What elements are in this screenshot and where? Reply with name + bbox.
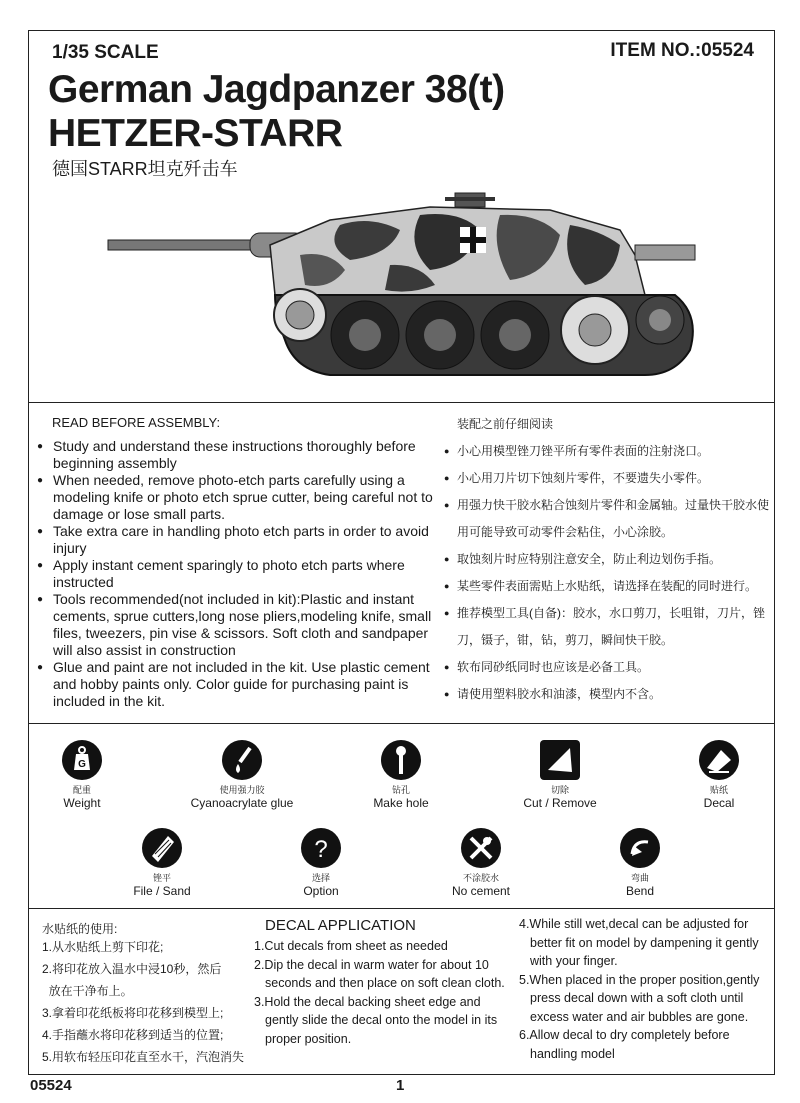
symbol-no-cement — [411, 828, 551, 898]
bend-icon — [620, 828, 660, 868]
symbol-weight — [12, 740, 152, 810]
footer-item-number: 05524 — [30, 1077, 72, 1094]
symbol-option — [251, 828, 391, 898]
list-item: 2.Dip the decal in warm water for about 10 seconds and then place on soft clean cloth. — [254, 957, 505, 990]
list-item: ● Glue and paint are not included in the kit. Use plastic cement and hobby paints only. Color guide for purchasing paint is included in the kit. — [36, 659, 436, 710]
option-mark: ? — [314, 836, 328, 863]
symbol-label: Bend — [625, 884, 655, 898]
tank-illustration — [100, 185, 710, 385]
question-icon — [301, 828, 341, 868]
symbol-label-cn: 切除 — [550, 785, 569, 795]
list-item: ● 某些零件表面需贴上水贴纸，请选择在装配的同时进行。 — [444, 573, 774, 600]
instructions-list-cn — [444, 438, 774, 708]
decal-title-cn: 水贴纸的使用: — [42, 922, 118, 936]
scale-label: 1/35 SCALE — [52, 42, 159, 63]
glue-drop-icon — [222, 740, 262, 780]
divider — [28, 908, 775, 909]
list-item: ● 请使用塑料胶水和油漆，模型内不含。 — [444, 681, 774, 708]
list-item: ● 小心用模型锉刀锉平所有零件表面的注射浇口。 — [444, 438, 774, 465]
list-item: 3.拿着印花纸板将印花移到模型上; — [42, 1006, 224, 1020]
instructions-list-en — [36, 438, 436, 710]
list-item: ● Apply instant cement sparingly to photo etch parts where instructed — [36, 557, 436, 591]
list-item: ● Take extra care in handling photo etch parts in order to avoid injury — [36, 523, 436, 557]
symbol-label-cn: 配重 — [72, 785, 91, 795]
item-number: ITEM NO.:05524 — [610, 40, 754, 61]
symbol-label-cn: 不涂胶水 — [462, 873, 499, 883]
symbol-bend — [570, 828, 710, 898]
decal-steps-en — [254, 937, 509, 1048]
symbol-label: Weight — [63, 796, 101, 810]
symbol-label: Cut / Remove — [523, 796, 597, 810]
weight-icon — [62, 740, 102, 780]
list-item: 4.手指蘸水将印花移到适当的位置; — [42, 1028, 224, 1042]
chinese-title: 德国STARR坦克歼击车 — [52, 159, 238, 179]
symbol-drill — [331, 740, 471, 810]
list-item: ● 软布同砂纸同时也应该是必备工具。 — [444, 654, 774, 681]
no-cement-icon — [461, 828, 501, 868]
list-item: ● Tools recommended(not included in kit):Plastic and instant cements, sprue cutters,long nose pliers,modeling knife, small files, tweezers, pin vise & scissors. Soft cloth and sandpaper will also assist in construction — [36, 591, 436, 659]
symbol-decal — [649, 740, 789, 810]
list-item: 3.Hold the decal backing sheet edge and gently slide the decal onto the model in its proper position. — [254, 994, 498, 1046]
list-item: 1.Cut decals from sheet as needed — [254, 939, 448, 953]
list-item: 2.将印花放入温水中浸10秒，然后 — [42, 962, 222, 976]
symbol-label: Option — [303, 884, 339, 898]
symbol-label-cn: 使用强力胶 — [219, 785, 265, 795]
divider — [28, 723, 775, 724]
symbol-label-cn: 弯曲 — [630, 873, 649, 883]
decal-icon — [699, 740, 739, 780]
model-title: German Jagdpanzer 38(t) — [48, 68, 505, 111]
symbol-label: Cyanoacrylate glue — [190, 796, 294, 810]
decal-title: DECAL APPLICATION — [265, 917, 416, 934]
symbol-file — [92, 828, 232, 898]
decal-steps-cn — [42, 936, 252, 1068]
list-item: 5.When placed in the proper position,gently press decal down with a soft cloth until excess water and air bubbles are gone. — [519, 972, 760, 1024]
list-item: ● 取蚀刻片时应特别注意安全，防止利边划伤手指。 — [444, 546, 774, 573]
symbol-glue — [172, 740, 312, 810]
symbol-label: No cement — [451, 884, 511, 898]
symbol-label: Make hole — [373, 796, 429, 810]
symbol-label-cn: 钻孔 — [391, 785, 410, 795]
page-number: 1 — [396, 1077, 405, 1094]
file-icon — [142, 828, 182, 868]
list-item: ● 用强力快干胶水粘合蚀刻片零件和金属轴。过量快干胶水使用可能导致可动零件会粘住，小心涂胶。 — [444, 492, 774, 546]
list-item: ● When needed, remove photo-etch parts carefully using a modeling knife or photo etch sprue cutter, being careful not to damage or lose small parts. — [36, 472, 436, 523]
symbol-label-cn: 贴纸 — [709, 785, 728, 795]
read-before-heading: READ BEFORE ASSEMBLY: — [52, 415, 221, 430]
read-before-heading-cn: 装配之前仔细阅读 — [457, 417, 554, 431]
symbol-label: File / Sand — [133, 884, 191, 898]
list-item: 4.While still wet,decal can be adjusted for better fit on model by dampening it gently with your finger. — [519, 917, 759, 968]
divider — [28, 402, 775, 403]
list-item: ● Study and understand these instructions thoroughly before beginning assembly — [36, 438, 436, 472]
model-subtitle: HETZER-STARR — [48, 112, 343, 155]
decal-steps-en-continued — [519, 915, 769, 1063]
symbol-label: Decal — [703, 796, 735, 810]
list-item: 5.用软布轻压印花直至水干，汽泡消失 — [42, 1050, 245, 1064]
list-item: 放在干净布上。 — [42, 984, 133, 998]
list-item: ● 推荐模型工具(自备)：胶水，水口剪刀，长咀钳，刀片，锉刀，镊子，钳，钻，剪刀，瞬间快干胶。 — [444, 600, 774, 654]
list-item: ● 小心用刀片切下蚀刻片零件，不要遗失小零件。 — [444, 465, 774, 492]
list-item: 1.从水贴纸上剪下印花; — [42, 940, 164, 954]
list-item: 6.Allow decal to dry completely before handling model — [519, 1028, 730, 1061]
symbol-label-cn: 选择 — [311, 873, 330, 883]
symbol-cut — [490, 740, 630, 810]
weight-letter: G — [78, 759, 86, 770]
drill-icon — [381, 740, 421, 780]
cut-icon — [540, 740, 580, 780]
symbol-label-cn: 锉平 — [152, 873, 171, 883]
